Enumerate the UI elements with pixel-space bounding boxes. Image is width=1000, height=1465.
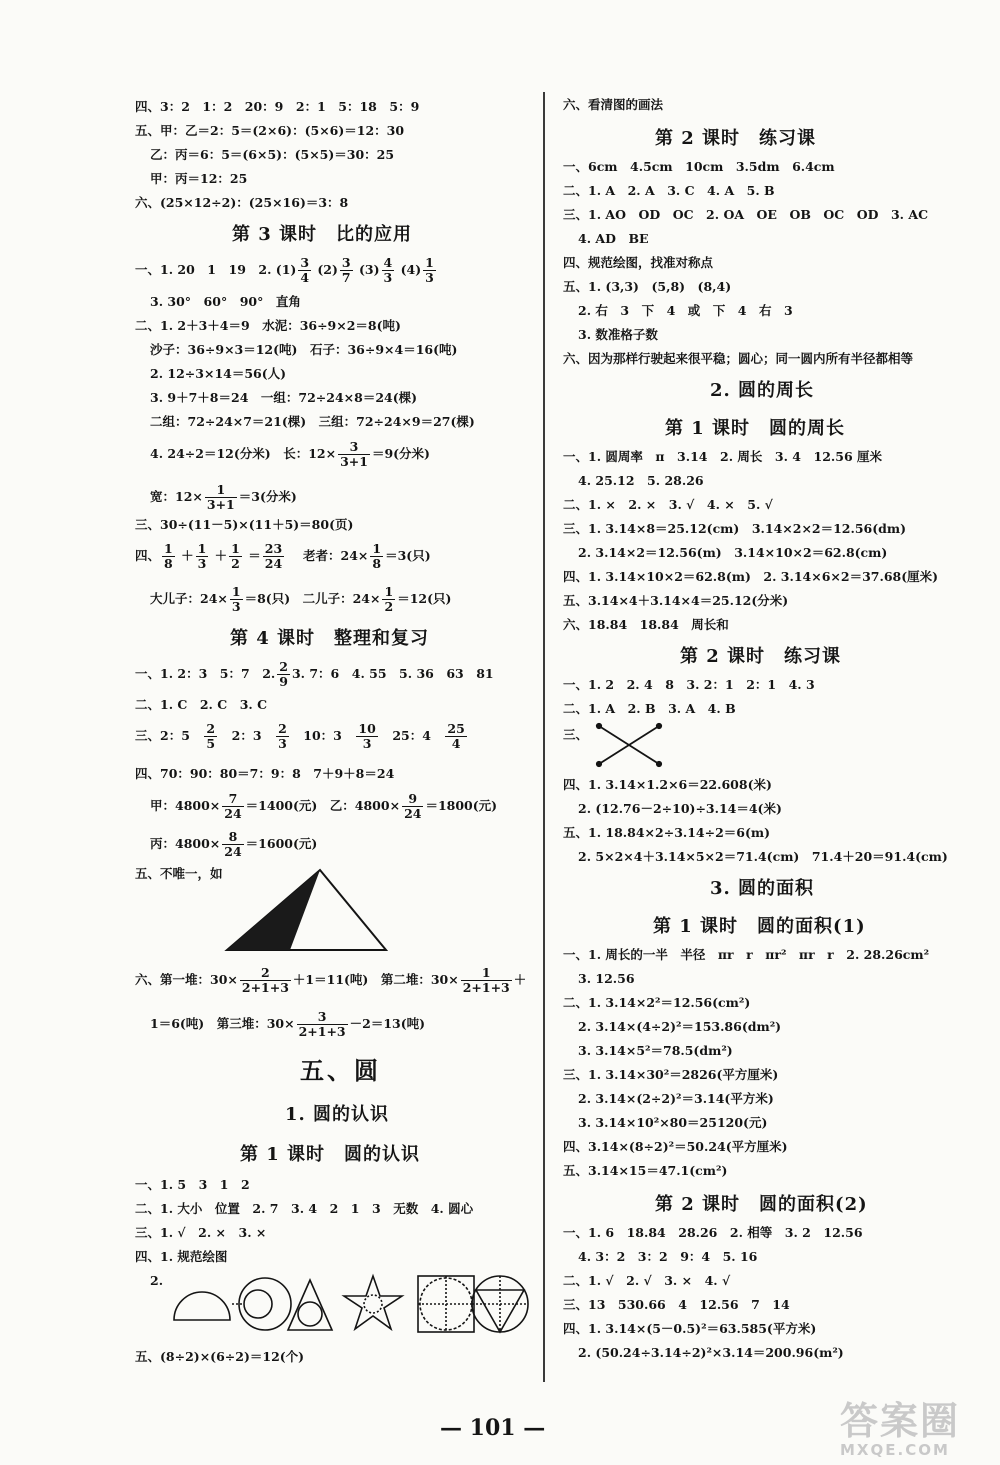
fraction: $\frac{1}{3}$ [425, 255, 434, 285]
fraction: $\frac{8}{24}$ [224, 829, 242, 859]
fraction: $\frac{1}{3}$ [197, 541, 207, 571]
lesson-heading: 第 2 课时 圆的面积(2) [655, 1194, 868, 1215]
page-number: — 101 — [440, 1415, 546, 1441]
answer-line: 四、规范绘图，找准对称点 [563, 255, 714, 270]
answer-line: 五、1. 18.84×2÷3.14÷2＝6(m) [563, 825, 771, 840]
answer-line: 二、1. × 2. × 3. √ 4. × 5. √ [563, 497, 773, 512]
answer-line: 六、18.84 18.84 周长和 [563, 617, 729, 632]
unit-title: 五、圆 [300, 1056, 381, 1085]
answer-line: 二、1. 2＋3＋4＝9 水泥：36÷9×2＝8(吨) [135, 318, 401, 333]
answer-line: 四、3：2 1：2 20：9 2：1 5：18 5：9 [135, 99, 420, 114]
answer-line: 2. 3.14×(2÷2)²＝3.14(平方米) [578, 1091, 774, 1106]
lesson-heading: 第 4 课时 整理和复习 [230, 628, 430, 649]
answer-line: 五、甲：乙＝2：5＝(2×6)：(5×6)＝12：30 [135, 123, 405, 138]
answer-line: 一、1. 5 3 1 2 [135, 1177, 250, 1192]
answer-line: 四、 $\frac{1}{8}$ ＋ $\frac{1}{3}$ ＋ $\frac{1}{2}$ ＝ $\frac{23}{24}$ 老者：24× $\frac{1}{8}$ ＝3(只) [135, 541, 431, 571]
answer-line: 2. [150, 1273, 164, 1288]
lesson-heading: 第 1 课时 圆的周长 [665, 418, 846, 439]
watermark-logo: 答案圈 MXQE.COM [840, 1399, 961, 1459]
answer-line: 四、1. 3.14×(5－0.5)²＝63.585(平方米) [563, 1321, 817, 1336]
answer-line: 三、30÷(11－5)×(11＋5)＝80(页) [135, 517, 354, 532]
answer-line: 2. 3.14×2＝12.56(m) 3.14×10×2＝62.8(cm) [578, 545, 888, 560]
answer-line: 3. 数准格子数 [578, 327, 658, 342]
answer-line: 一、1. 圆周率 π 3.14 2. 周长 3. 4 12.56 厘米 [563, 449, 882, 464]
answer-line: 3. 9＋7＋8＝24 一组：72÷24×8＝24(棵) [150, 390, 418, 405]
answer-line: 二、1. 3.14×2²＝12.56(cm²) [563, 995, 751, 1010]
fraction: $\frac{7}{24}$ [224, 791, 242, 821]
answer-line: 3. 3.14×5²＝78.5(dm²) [578, 1043, 733, 1058]
answer-line: 乙：丙＝6：5＝(6×5)：(5×5)＝30：25 [150, 147, 395, 162]
answer-line: 丙：4800× $\frac{8}{24}$ ＝1600(元) [150, 829, 318, 859]
answer-line: 三、1. 3.14×8＝25.12(cm) 3.14×2×2＝12.56(dm) [563, 521, 907, 536]
answer-line: 一、6cm 4.5cm 10cm 3.5dm 6.4cm [563, 159, 835, 174]
fraction: $\frac{1}{2}$ [384, 584, 394, 614]
fraction: $\frac{1}{3+1}$ [206, 482, 235, 512]
lesson-heading: 第 3 课时 比的应用 [232, 224, 413, 245]
answer-line: 一、1. 2 2. 4 8 3. 2：1 2：1 4. 3 [563, 677, 815, 692]
answer-line: 3. 3.14×10²×80＝25120(元) [578, 1115, 768, 1130]
section-heading: 2. 圆的周长 [710, 380, 815, 401]
fraction: $\frac{1}{8}$ [372, 541, 382, 571]
answer-line: 五、3.14×15＝47.1(cm²) [563, 1163, 728, 1178]
answer-line: 2. 3.14×(4÷2)²＝153.86(dm²) [578, 1019, 782, 1034]
fraction: $\frac{4}{3}$ [383, 255, 393, 285]
answer-line: 六、第一堆：30× $\frac{2}{2+1+3}$ ＋1＝11(吨) 第二堆：30× $\frac{1}{2+1+3}$ ＋ [135, 965, 527, 995]
answer-line: 4. 24÷2＝12(分米) 长：12× $\frac{3}{3+1}$ ＝9(分米) [150, 439, 430, 469]
fraction: $\frac{25}{4}$ [447, 721, 465, 751]
answer-line: 二、1. A 2. A 3. C 4. A 5. B [563, 183, 775, 198]
answer-line: 2. 12÷3×14＝56(人) [150, 366, 287, 381]
answer-line: 2. (12.76－2÷10)÷3.14＝4(米) [578, 801, 782, 816]
answer-line: 六、(25×12÷2)：(25×16)＝3：8 [135, 195, 349, 210]
shaded-triangle-figure [225, 867, 390, 952]
answer-line: 三、13 530.66 4 12.56 7 14 [563, 1297, 790, 1312]
fraction: $\frac{9}{24}$ [404, 791, 422, 821]
fraction: $\frac{3}{2+1+3}$ [298, 1009, 346, 1039]
answer-line: 甲：丙＝12：25 [150, 171, 248, 186]
fraction: $\frac{23}{24}$ [264, 541, 283, 571]
answer-line: 甲：4800× $\frac{7}{24}$ ＝1400(元) 乙：4800× $\frac{9}{24}$ ＝1800(元) [150, 791, 498, 821]
answer-line: 四、3.14×(8÷2)²＝50.24(平方厘米) [563, 1139, 788, 1154]
fraction: $\frac{2}{9}$ [279, 659, 288, 689]
answer-line: 三、1. √ 2. × 3. × [135, 1225, 267, 1240]
answer-line: 2. (50.24÷3.14÷2)²×3.14＝200.96(m²) [578, 1345, 844, 1360]
answer-line: 四、1. 规范绘图 [135, 1249, 228, 1264]
fraction: $\frac{3}{7}$ [341, 255, 351, 285]
circle-drawings-figure [170, 1272, 530, 1342]
fraction: $\frac{1}{8}$ [164, 541, 173, 571]
answer-line: 一、1. 2：3 5：7 2. $\frac{2}{9}$ 3. 7：6 4. 55 5. 36 63 81 [135, 659, 494, 689]
answer-line: 三、1. 3.14×30²＝2826(平方厘米) [563, 1067, 779, 1082]
section-heading: 1. 圆的认识 [285, 1104, 390, 1125]
fraction: $\frac{1}{2+1+3}$ [462, 965, 510, 995]
answer-line: 六、看清图的画法 [563, 97, 664, 112]
answer-line: 一、1. 6 18.84 28.26 2. 相等 3. 2 12.56 [563, 1225, 863, 1240]
answer-line: 六、因为那样行驶起来很平稳；圆心；同一圆内所有半径都相等 [563, 351, 914, 366]
answer-line: 2. 5×2×4＋3.14×5×2＝71.4(cm) 71.4＋20＝91.4(cm) [578, 849, 948, 864]
answer-line: 4. 3：2 3：2 9：4 5. 16 [578, 1249, 758, 1264]
answer-line: 3. 30° 60° 90° 直角 [150, 294, 301, 309]
answer-line: 四、1. 3.14×10×2＝62.8(m) 2. 3.14×6×2＝37.68(厘米) [563, 569, 939, 584]
answer-line: 2. 右 3 下 4 或 下 4 右 3 [578, 303, 793, 318]
lesson-heading: 第 1 课时 圆的认识 [240, 1144, 421, 1165]
answer-line: 二、1. √ 2. √ 3. × 4. √ [563, 1273, 731, 1288]
section-heading: 3. 圆的面积 [710, 878, 815, 899]
answer-line: 二组：72÷24×7＝21(棵) 三组：72÷24×9＝27(棵) [150, 414, 475, 429]
answer-line: 一、1. 周长的一半 半径 πr r πr² πr r 2. 28.26cm² [563, 947, 930, 962]
fraction: $\frac{2}{3}$ [278, 721, 287, 751]
answer-line: 四、70：90：80＝7：9：8 7＋9＋8＝24 [135, 766, 395, 781]
lesson-heading: 第 2 课时 练习课 [655, 128, 817, 149]
fraction: $\frac{1}{2}$ [231, 541, 240, 571]
answer-line: 4. AD BE [578, 231, 649, 246]
answer-line: 3. 12.56 [578, 971, 635, 986]
answer-line: 沙子：36÷9×3＝12(吨) 石子：36÷9×4＝16(吨) [150, 342, 458, 357]
answer-line: 二、1. C 2. C 3. C [135, 697, 268, 712]
answer-line: 二、1. 大小 位置 2. 7 3. 4 2 1 3 无数 4. 圆心 [135, 1201, 474, 1216]
fraction: $\frac{2}{5}$ [206, 721, 216, 751]
answer-line: 五、(8÷2)×(6÷2)＝12(个) [135, 1349, 305, 1364]
answer-line: 五、不唯一，如 [135, 866, 223, 881]
answer-line: 大儿子：24× $\frac{1}{3}$ ＝8(只) 二儿子：24× $\frac{1}{2}$ ＝12(只) [150, 584, 452, 614]
crossing-lines-figure [595, 722, 665, 768]
lesson-heading: 第 2 课时 练习课 [680, 646, 842, 667]
answer-line: 三、 [563, 727, 589, 742]
answer-line: 1＝6(吨) 第三堆：30× $\frac{3}{2+1+3}$ －2＝13(吨) [150, 1009, 426, 1039]
fraction: $\frac{10}{3}$ [358, 721, 376, 751]
answer-line: 三、1. AO OD OC 2. OA OE OB OC OD 3. AC [563, 207, 929, 222]
fraction: $\frac{3}{3+1}$ [340, 439, 368, 469]
right-column [545, 0, 1000, 1400]
fraction: $\frac{2}{2+1+3}$ [241, 965, 289, 995]
answer-line: 三、2：5 $\frac{2}{5}$ 2：3 $\frac{2}{3}$ 10：3 $\frac{10}{3}$ 25：4 $\frac{25}{4}$ [135, 721, 465, 751]
answer-line: 五、3.14×4＋3.14×4＝25.12(分米) [563, 593, 789, 608]
answer-line: 4. 25.12 5. 28.26 [578, 473, 704, 488]
answer-line: 宽：12× $\frac{1}{3+1}$ ＝3(分米) [150, 482, 297, 512]
fraction: $\frac{3}{4}$ [300, 255, 310, 285]
answer-line: 二、1. A 2. B 3. A 4. B [563, 701, 736, 716]
lesson-heading: 第 1 课时 圆的面积(1) [653, 916, 866, 937]
fraction: $\frac{1}{3}$ [231, 584, 241, 614]
answer-line: 四、1. 3.14×1.2×6＝22.608(米) [563, 777, 772, 792]
answer-line: 一、1. 20 1 19 2. (1) $\frac{3}{4}$ (2) $\frac{3}{7}$ (3) $\frac{4}{3}$ (4) $\frac{1}{3}$ [135, 255, 434, 285]
answer-line: 五、1. (3,3) (5,8) (8,4) [563, 279, 732, 294]
